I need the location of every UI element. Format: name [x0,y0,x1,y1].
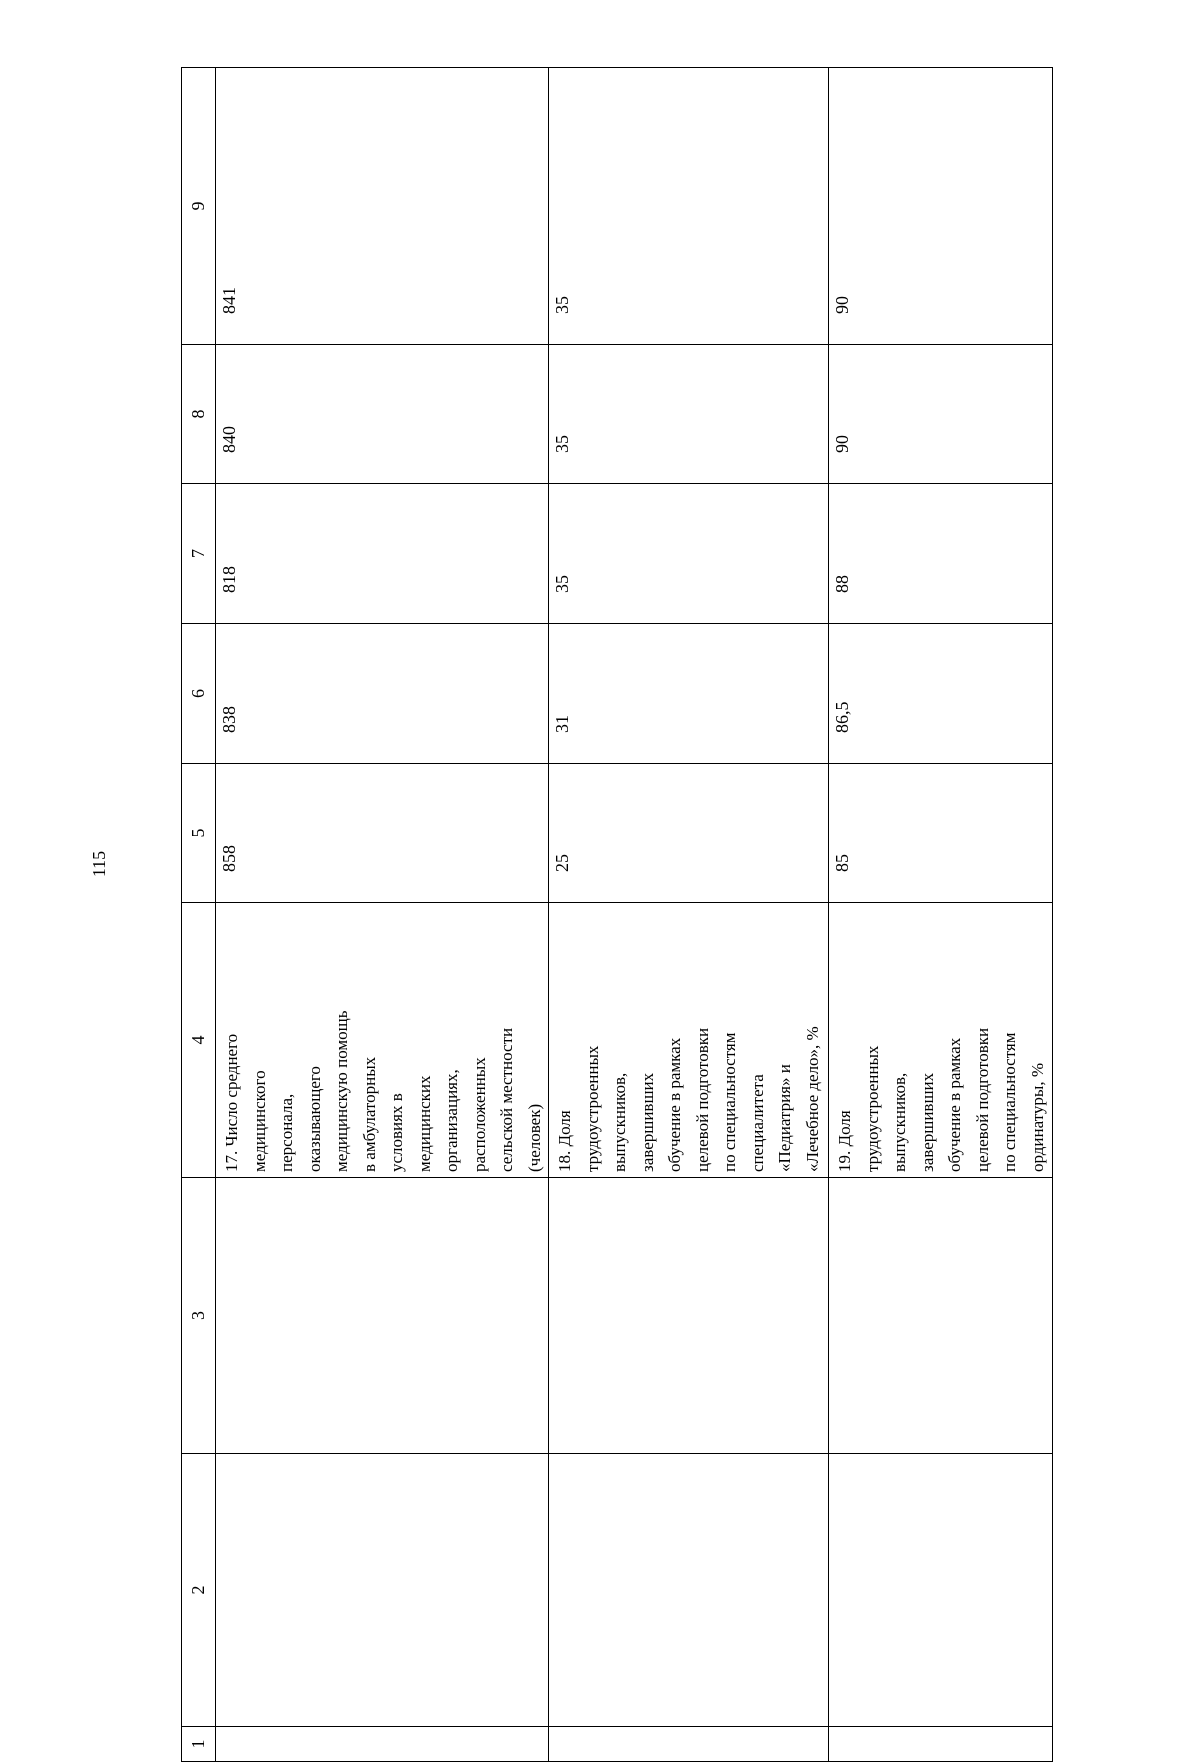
indicator-line: завершивших [917,1072,937,1172]
header-col-6: 6 [182,624,216,764]
indicator-line: трудоустроенных [862,1045,882,1172]
value-col-7: 818 [216,484,549,624]
cell-col-2 [829,1454,1053,1727]
value-col-5: 85 [829,764,1053,903]
indicator-line: выпускников, [890,1072,909,1172]
value-col-6: 838 [216,624,549,764]
indicator-line: организациях, [442,1069,461,1172]
indicators-table-container [181,68,1053,1762]
indicator-line: «Лечебное дело», % [802,1026,822,1172]
value-col-8: 840 [216,345,549,484]
indicator-line: в амбулаторных [359,1056,379,1172]
indicator-line: завершивших [637,1072,657,1172]
table-row-18 [549,68,829,1762]
indicator-line: медицинского [249,1070,269,1172]
indicator-line: ординатуры, % [1027,1062,1047,1172]
indicator-line: целевой подготовки [692,1027,712,1172]
value-col-7: 88 [829,484,1053,624]
indicator-line: трудоустроенных [582,1045,602,1172]
value-col-8: 90 [829,345,1053,484]
table-row-17 [216,68,549,1762]
indicator-line: специалитета [747,1074,767,1172]
cell-col-3 [829,1178,1053,1454]
header-col-3: 3 [182,1178,216,1454]
cell-col-2 [549,1454,829,1727]
value-col-9: 35 [549,68,829,345]
indicator-line: 18. Доля [555,1110,574,1172]
indicator-line: по специальностям [720,1032,739,1172]
value-col-9: 841 [216,68,549,345]
value-col-6: 86,5 [829,624,1053,764]
indicator-line: персонала, [277,1093,296,1172]
cell-col-1 [216,1727,549,1762]
header-col-5: 5 [182,764,216,903]
value-col-5: 25 [549,764,829,903]
cell-col-2 [216,1454,549,1727]
indicator-line: 17. Число среднего [222,1033,241,1172]
header-row [182,68,216,1762]
indicators-table [181,67,1053,1762]
cell-col-3 [216,1178,549,1454]
indicator-line: целевой подготовки [972,1027,992,1172]
indicator-line: сельской местности [497,1027,516,1172]
header-col-7: 7 [182,484,216,624]
indicator-line: медицинских [414,1075,434,1172]
indicator-line: по специальностям [1000,1032,1019,1172]
value-col-9: 90 [829,68,1053,345]
value-col-6: 31 [549,624,829,764]
value-col-5: 858 [216,764,549,903]
header-col-2: 2 [182,1454,216,1727]
indicator-cell [549,903,829,1178]
header-col-8: 8 [182,345,216,484]
indicator-line: выпускников, [610,1072,629,1172]
indicator-line: оказывающего [304,1066,324,1172]
indicator-line: обучение в рамках [665,1037,684,1172]
value-col-8: 35 [549,345,829,484]
table-row-19 [829,68,1053,1762]
indicator-cell [829,903,1053,1178]
indicator-line: (человек) [524,1103,544,1172]
header-col-1: 1 [182,1727,216,1762]
indicator-line: 19. Доля [835,1110,854,1172]
header-col-9: 9 [182,68,216,345]
cell-col-3 [549,1178,829,1454]
indicator-line: «Педиатрия» и [775,1064,794,1172]
cell-col-1 [829,1727,1053,1762]
indicator-line: условиях в [387,1093,406,1172]
indicator-cell [216,903,549,1178]
value-col-7: 35 [549,484,829,624]
indicator-line: обучение в рамках [945,1037,964,1172]
page-number: 115 [88,850,109,878]
indicator-line: медицинскую помощь [332,1010,351,1172]
indicator-line: расположенных [469,1057,489,1172]
header-col-4: 4 [182,903,216,1178]
cell-col-1 [549,1727,829,1762]
